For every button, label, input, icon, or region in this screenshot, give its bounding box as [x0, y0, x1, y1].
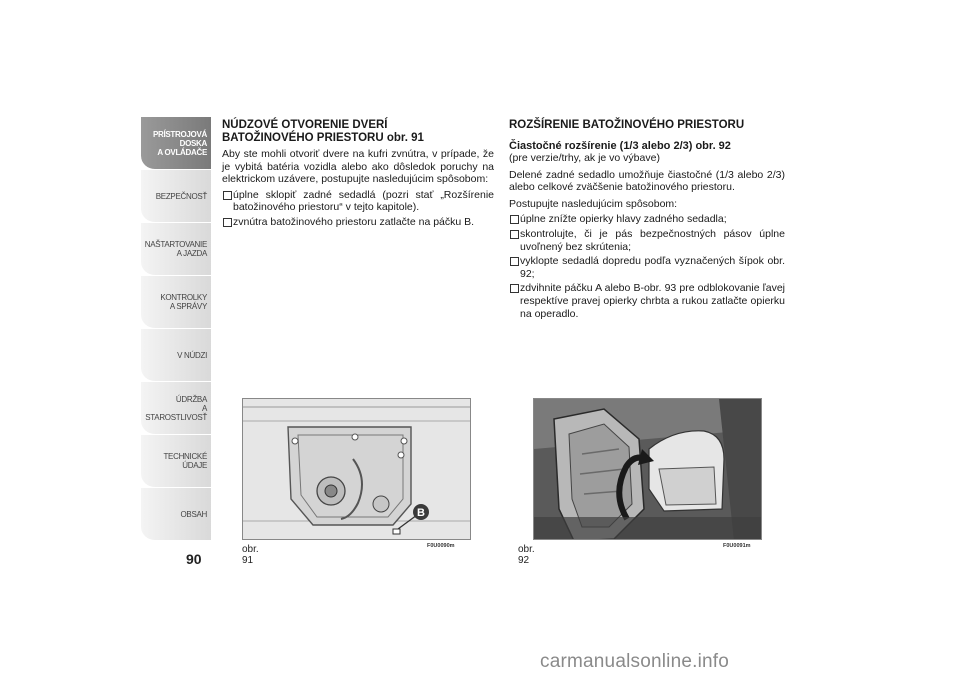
page-number: 90	[186, 551, 202, 567]
list-item: zdvihnite páčku A alebo B-obr. 93 pre odblokovanie ľavej respektíve pravej opierky chrbta a rukou zatlačte opierku na operadlo.	[509, 282, 785, 320]
tab-v-nudzi[interactable]: V NÚDZI	[141, 329, 211, 382]
section-heading: ROZŠÍRENIE BATOŽINOVÉHO PRIESTORU	[509, 119, 745, 131]
list-item: úplne sklopiť zadné sedadlá (pozri stať „Rozšírenie batožinového priestoru“ v tejto kapitole).	[222, 189, 494, 214]
latch-illustration	[242, 398, 471, 540]
watermark: carmanualsonline.info	[540, 651, 730, 672]
figure-code: F0U0091m	[723, 543, 751, 549]
list-item: zvnútra batožinového priestoru zatlačte na páčku B.	[222, 216, 494, 229]
seat-folding-drawing	[534, 399, 762, 540]
intro-paragraph: Aby ste mohli otvoriť dvere na kufri zvnútra, v prípade, že je vybitá batéria vozidla alebo ako dôsledok poruchy na elektrickom uzávere, postupujte nasledujúcim spôsobom:	[222, 148, 494, 186]
tab-bezpecnost[interactable]: BEZPEČNOSŤ	[141, 170, 211, 223]
tab-pristrojova-doska[interactable]: PRÍSTROJOVÁ DOSKA A OVLÁDAČE	[141, 117, 211, 170]
procedure-intro: Postupujte nasledujúcim spôsobom:	[509, 197, 678, 210]
list-item: skontrolujte, či je pás bezpečnostných pásov úplne uvoľnený bez skrútenia;	[509, 228, 785, 253]
tab-obsah[interactable]: OBSAH	[141, 488, 211, 541]
procedure-list	[509, 213, 785, 320]
callout-b-label: B	[417, 507, 425, 519]
chapter-sidebar	[141, 117, 211, 541]
tab-kontrolky[interactable]: KONTROLKY A SPRÁVY	[141, 276, 211, 329]
tab-nastartovanie[interactable]: NAŠTARTOVANIE A JAZDA	[141, 223, 211, 276]
description-paragraph: Delené zadné sedadlo umožňuje čiastočné (1/3 alebo 2/3) alebo celkové zväčšenie batožinového priestoru.	[509, 168, 785, 194]
right-column	[509, 119, 785, 322]
left-column	[222, 119, 494, 231]
procedure-list	[222, 189, 494, 229]
tab-udrzba[interactable]: ÚDRŽBA A STAROSTLIVOSŤ	[141, 382, 211, 435]
figure-reference: obr. 91	[386, 131, 424, 144]
subsection-heading: Čiastočné rozšírenie (1/3 alebo 2/3) obr. 92	[509, 139, 731, 152]
list-item: vyklopte sedadlá dopredu podľa vyznačených šípok obr. 92;	[509, 255, 785, 280]
trunk-latch-drawing	[243, 399, 471, 540]
seat-folding-photo	[533, 398, 762, 540]
heading-line-1: NÚDZOVÉ OTVORENIE DVERÍ	[222, 119, 388, 131]
figure-caption: obr. 91	[242, 544, 259, 566]
figure-code: F0U0090m	[427, 543, 455, 549]
section-heading	[222, 119, 494, 144]
heading-line-2: BATOŽINOVÉHO PRIESTORU	[222, 131, 384, 144]
figure-caption: obr. 92	[518, 544, 535, 566]
list-item: úplne znížte opierky hlavy zadného sedadla;	[509, 213, 785, 226]
tab-technicke-udaje[interactable]: TECHNICKÉ ÚDAJE	[141, 435, 211, 488]
availability-note: (pre verzie/trhy, ak je vo výbave)	[509, 152, 660, 165]
